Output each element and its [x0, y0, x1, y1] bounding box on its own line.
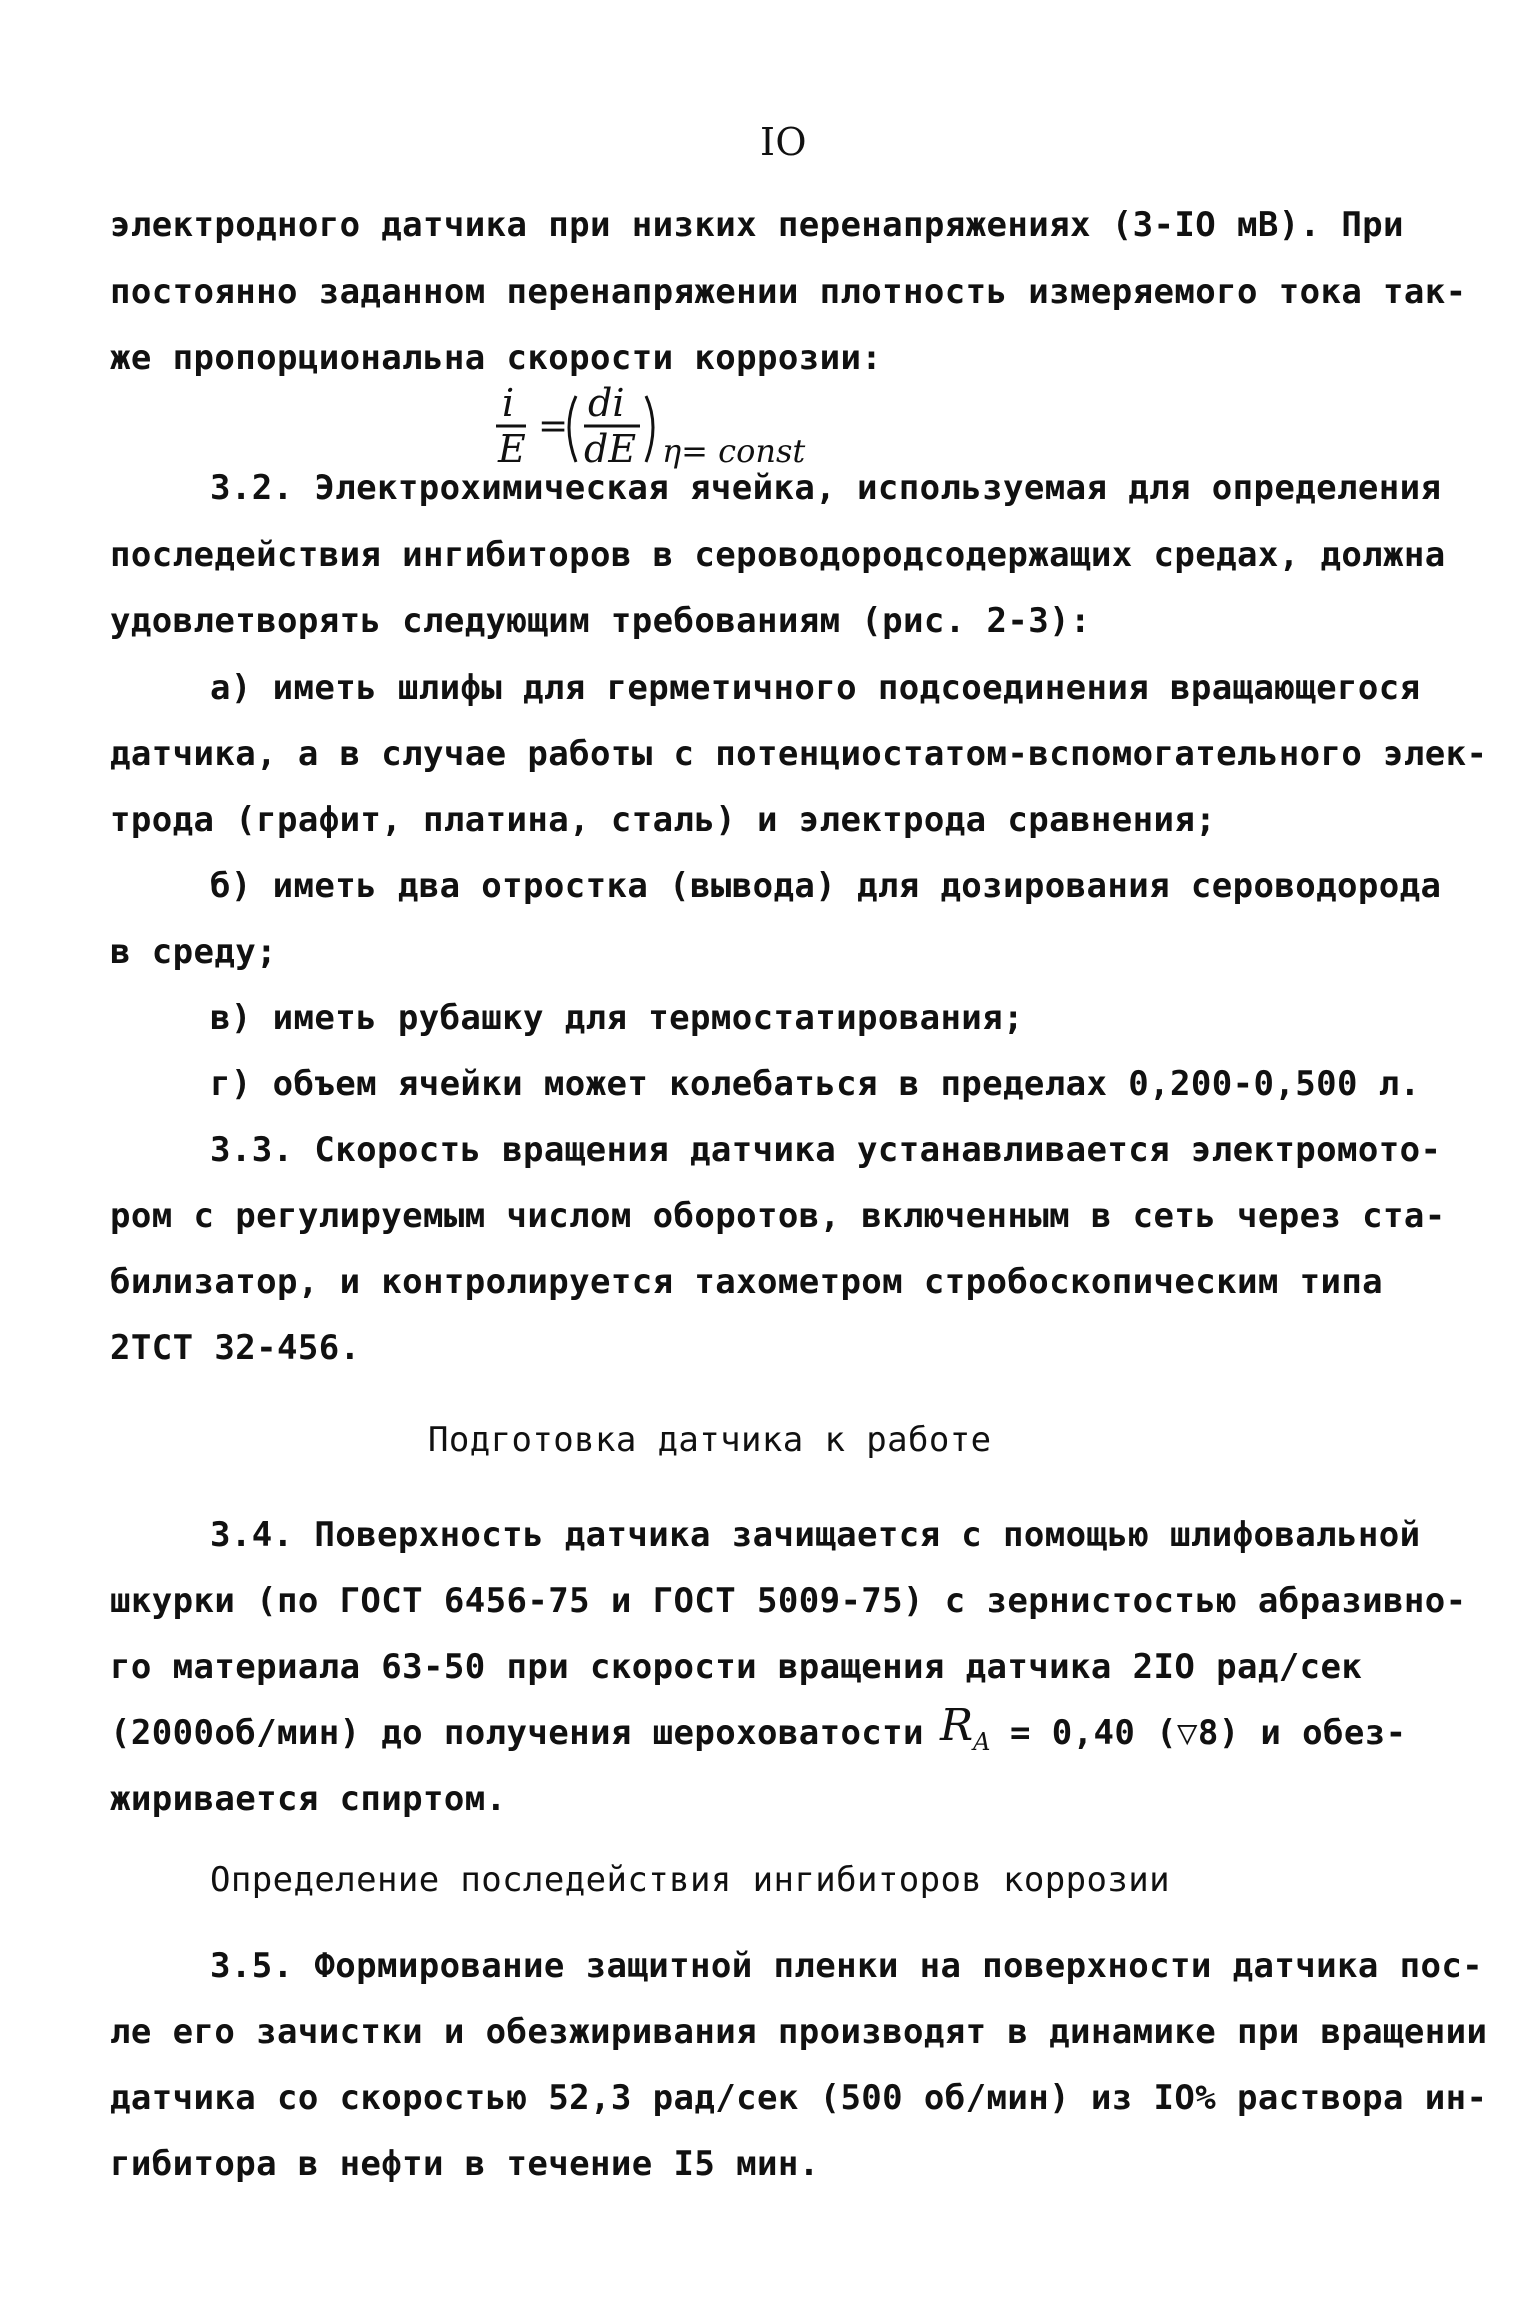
text-line-26: ле его зачистки и обезжиривания производят в динамике при вращении — [110, 2012, 1488, 2052]
text-line-25: 3.5. Формирование защитной пленки на поверхности датчика пос- — [210, 1946, 1484, 1986]
text-line-28: гибитора в нефти в течение I5 мин. — [110, 2144, 820, 2184]
text-line-14: 3.3. Скорость вращения датчика устанавливается электромото- — [210, 1130, 1442, 1170]
roughness-letter: R — [940, 1700, 974, 1751]
formula-equals: = — [538, 406, 569, 447]
text-line-7: а) иметь шлифы для герметичного подсоединения вращающегося — [210, 668, 1421, 708]
formula-lhs-denominator: E — [498, 427, 526, 471]
formula-rhs-denominator: dE — [584, 427, 637, 471]
text-line-16: билизатор, и контролируется тахометром стробоскопическим типа — [110, 1262, 1384, 1302]
text-line-9: трода (графит, платина, сталь) и электрода сравнения; — [110, 800, 1217, 840]
text-line-17: 2ТСТ 32-456. — [110, 1328, 361, 1368]
roughness-symbol — [940, 1700, 990, 1756]
text-line-3: же пропорциональна скорости коррозии: — [110, 338, 883, 378]
text-line-5: последействия ингибиторов в сероводородсодержащих средах, должна — [110, 535, 1446, 575]
text-line-19: 3.4. Поверхность датчика зачищается с помощью шлифовальной — [210, 1515, 1421, 1555]
text-line-22a: (2000об/мин) до получения шероховатости — [110, 1713, 924, 1753]
text-line-12: в) иметь рубашку для термостатирования; — [210, 998, 1024, 1038]
page-number: IO — [760, 120, 807, 164]
text-line-1: электродного датчика при низких перенапряжениях (3-IO мВ). При — [110, 205, 1404, 245]
formula-lhs-numerator: i — [502, 382, 515, 425]
text-line-10: б) иметь два отростка (вывода) для дозирования сероводорода — [210, 866, 1442, 906]
text-line-23: жиривается спиртом. — [110, 1779, 507, 1819]
text-line-4: 3.2. Электрохимическая ячейка, используемая для определения — [210, 468, 1442, 508]
text-line-13: г) объем ячейки может колебаться в пределах 0,200-0,500 л. — [210, 1064, 1421, 1104]
text-line-27: датчика со скоростью 52,3 рад/сек (500 об/мин) из IO% раствора ин- — [110, 2078, 1488, 2118]
text-line-15: ром с регулируемым числом оборотов, включенным в сеть через ста- — [110, 1196, 1446, 1236]
formula-subscript: η= const — [662, 432, 806, 470]
section-heading-determination: Определение последействия ингибиторов коррозии — [210, 1860, 1171, 1900]
corrosion-formula — [490, 382, 850, 472]
text-line-2: постоянно заданном перенапряжении плотность измеряемого тока так- — [110, 272, 1467, 312]
text-line-21: го материала 63-50 при скорости вращения датчика 2IO рад/сек — [110, 1647, 1363, 1687]
section-heading-preparation: Подготовка датчика к работе — [428, 1420, 992, 1460]
text-line-20: шкурки (по ГОСТ 6456-75 и ГОСТ 5009-75) с зернистостью абразивно- — [110, 1581, 1467, 1621]
text-line-22b: = 0,40 (▽8) и обез- — [1010, 1713, 1407, 1753]
roughness-subscript: A — [973, 1727, 991, 1756]
text-line-11: в среду; — [110, 932, 277, 972]
text-line-8: датчика, а в случае работы с потенциостатом-вспомогательного элек- — [110, 734, 1488, 774]
text-line-6: удовлетворять следующим требованиям (рис. 2-3): — [110, 601, 1091, 641]
formula-rhs-numerator: di — [588, 382, 625, 425]
